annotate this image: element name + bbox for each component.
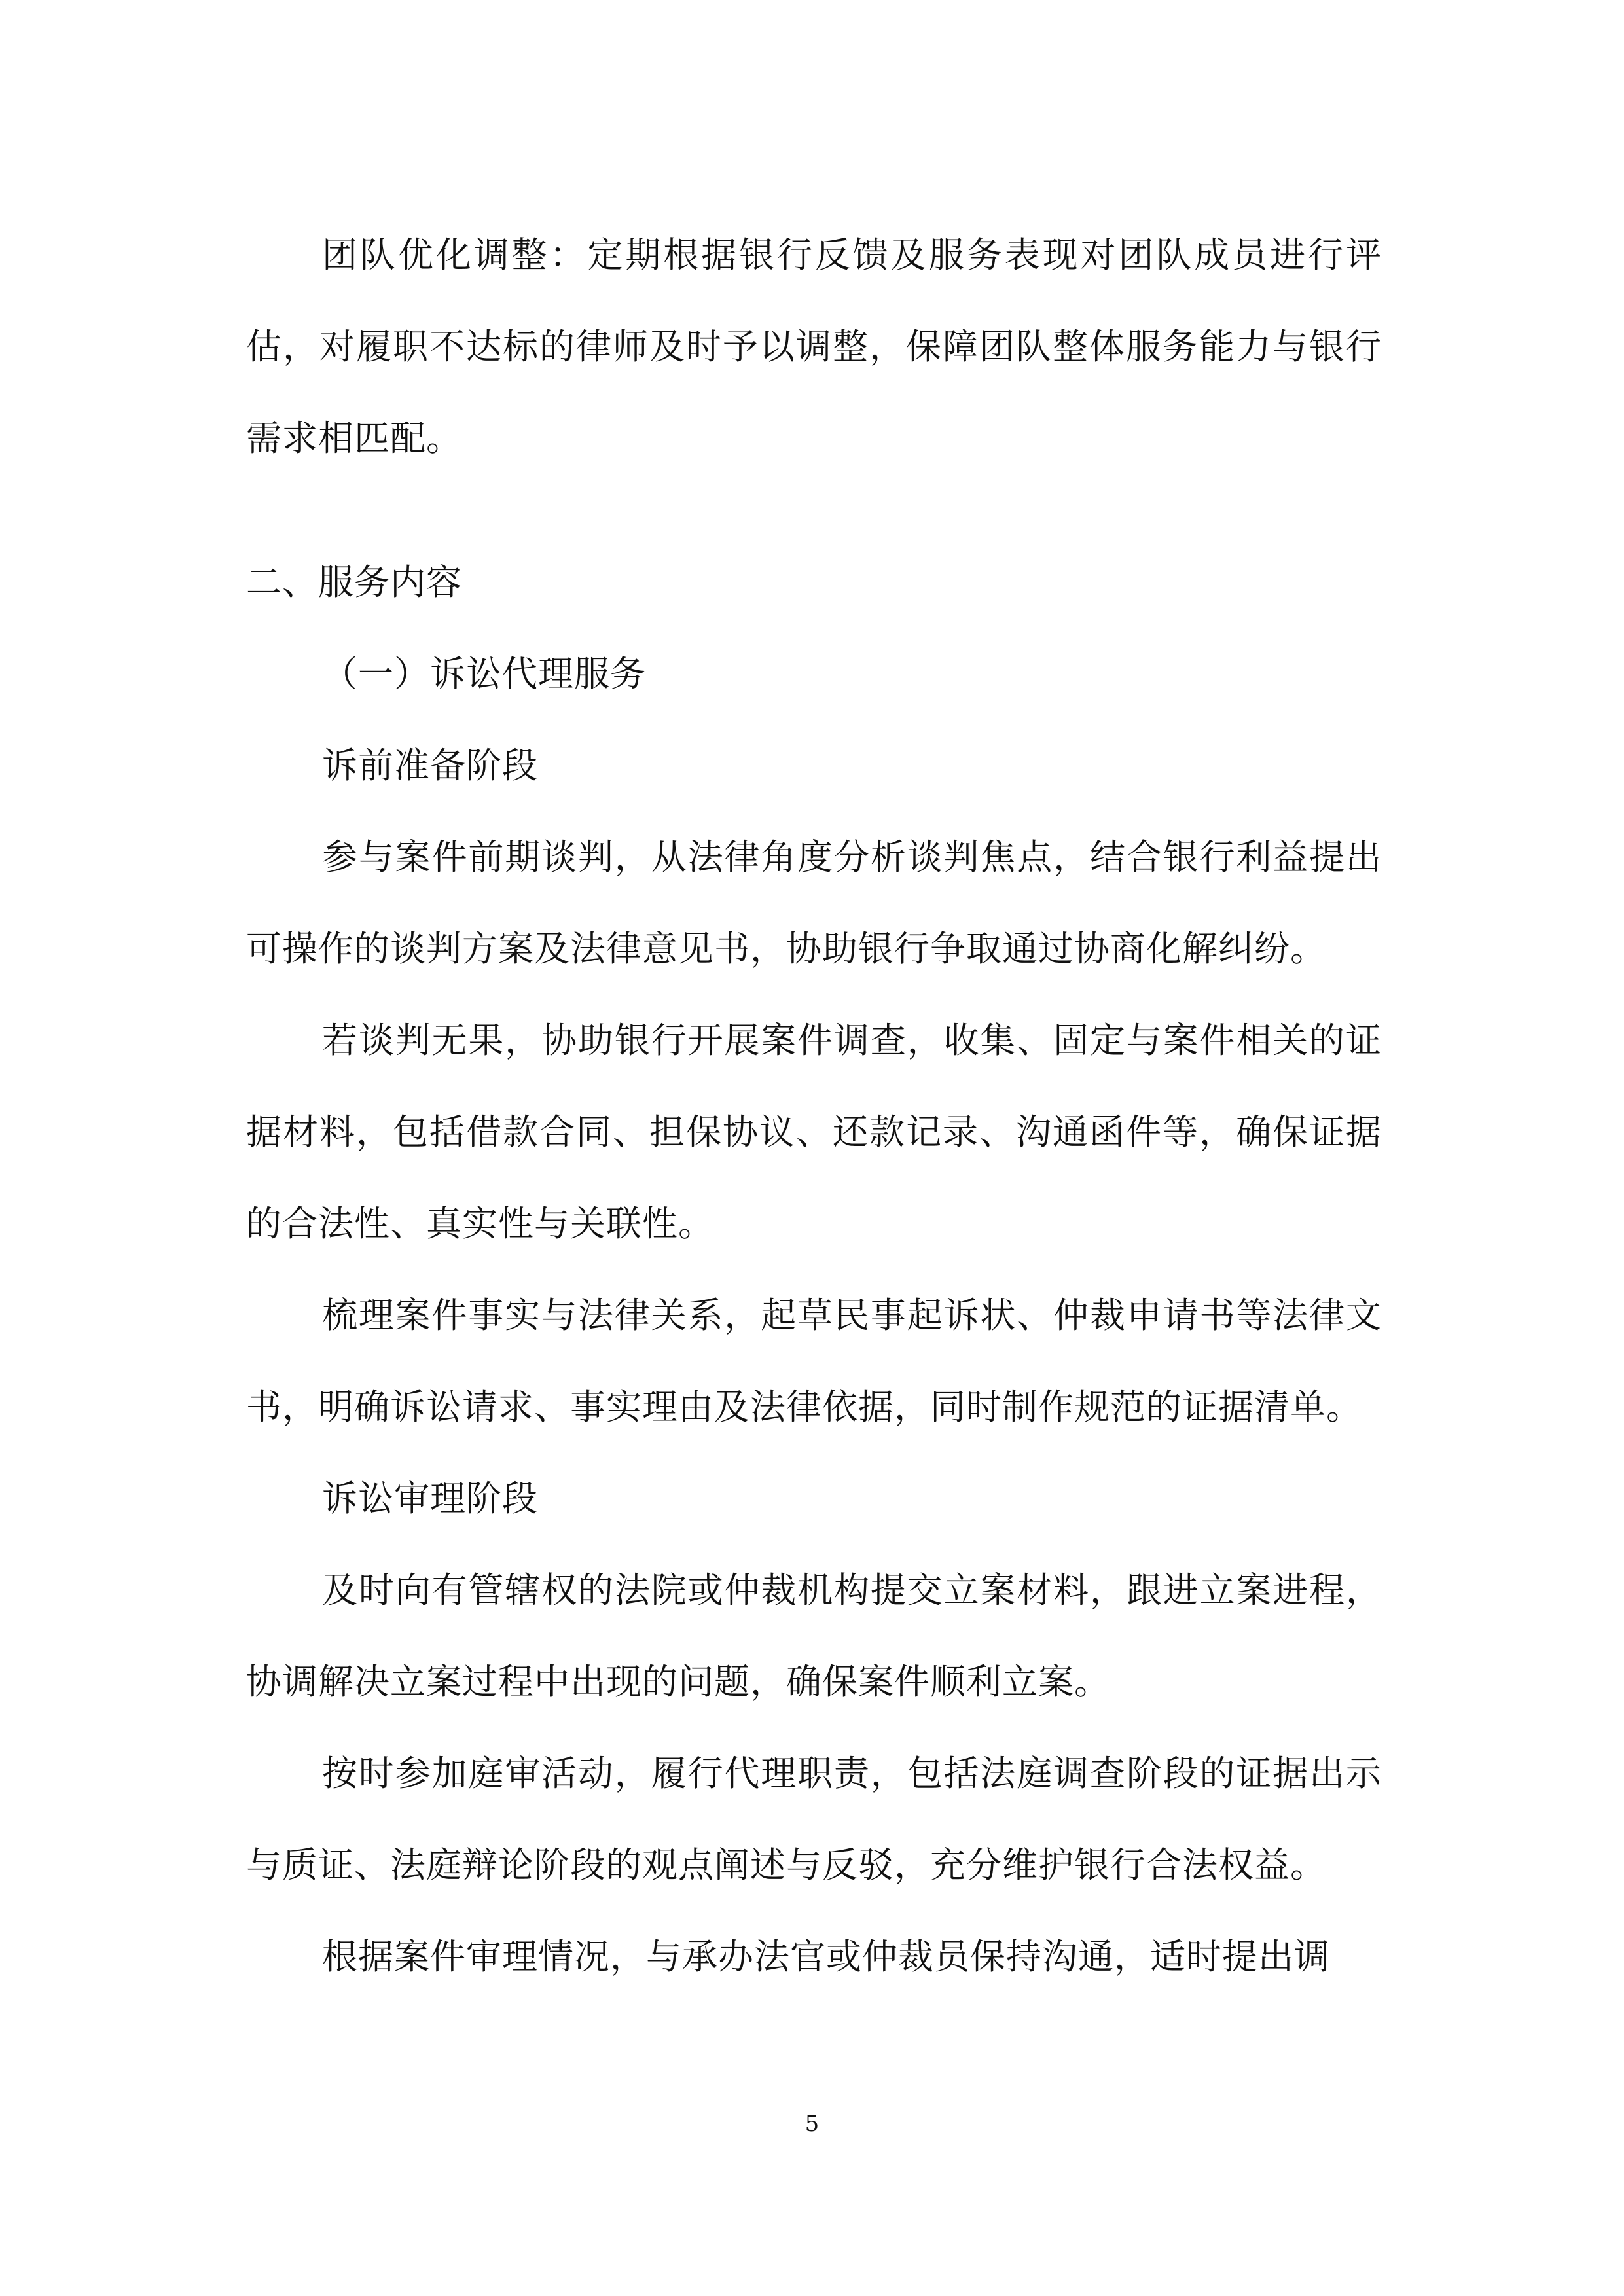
paragraph-investigation: 若谈判无果，协助银行开展案件调查，收集、固定与案件相关的证据材料，包括借款合同、担保协议、还款记录、沟通函件等，确保证据的合法性、真实性与关联性。	[246, 1020, 1382, 1244]
page-number: 5	[804, 2111, 820, 2137]
document-body	[246, 209, 1382, 2003]
section-heading-service-content: 二、服务内容	[246, 562, 462, 603]
paragraph-drafting: 梳理案件事实与法律关系，起草民事起诉状、仲裁申请书等法律文书，明确诉讼请求、事实理由及法律依据，同时制作规范的证据清单。	[246, 1295, 1382, 1427]
paragraph-filing: 及时向有管辖权的法院或仲裁机构提交立案材料，跟进立案进程，协调解决立案过程中出现的问题，确保案件顺利立案。	[246, 1570, 1382, 1702]
paragraph-team-optimization: 团队优化调整：定期根据银行反馈及服务表现对团队成员进行评估，对履职不达标的律师及时予以调整，保障团队整体服务能力与银行需求相匹配。	[246, 234, 1382, 459]
stage-heading-pre-litigation: 诉前准备阶段	[322, 745, 538, 786]
stage-heading-trial: 诉讼审理阶段	[322, 1478, 538, 1519]
paragraph-negotiation: 参与案件前期谈判，从法律角度分析谈判焦点，结合银行利益提出可操作的谈判方案及法律意见书，协助银行争取通过协商化解纠纷。	[246, 836, 1382, 969]
paragraph-court-hearing: 按时参加庭审活动，履行代理职责，包括法庭调查阶段的证据出示与质证、法庭辩论阶段的观点阐述与反驳，充分维护银行合法权益。	[246, 1753, 1382, 1886]
paragraph-communication: 根据案件审理情况，与承办法官或仲裁员保持沟通，适时提出调	[322, 1936, 1330, 1977]
subsection-heading-litigation-agency: （一）诉讼代理服务	[322, 653, 646, 694]
